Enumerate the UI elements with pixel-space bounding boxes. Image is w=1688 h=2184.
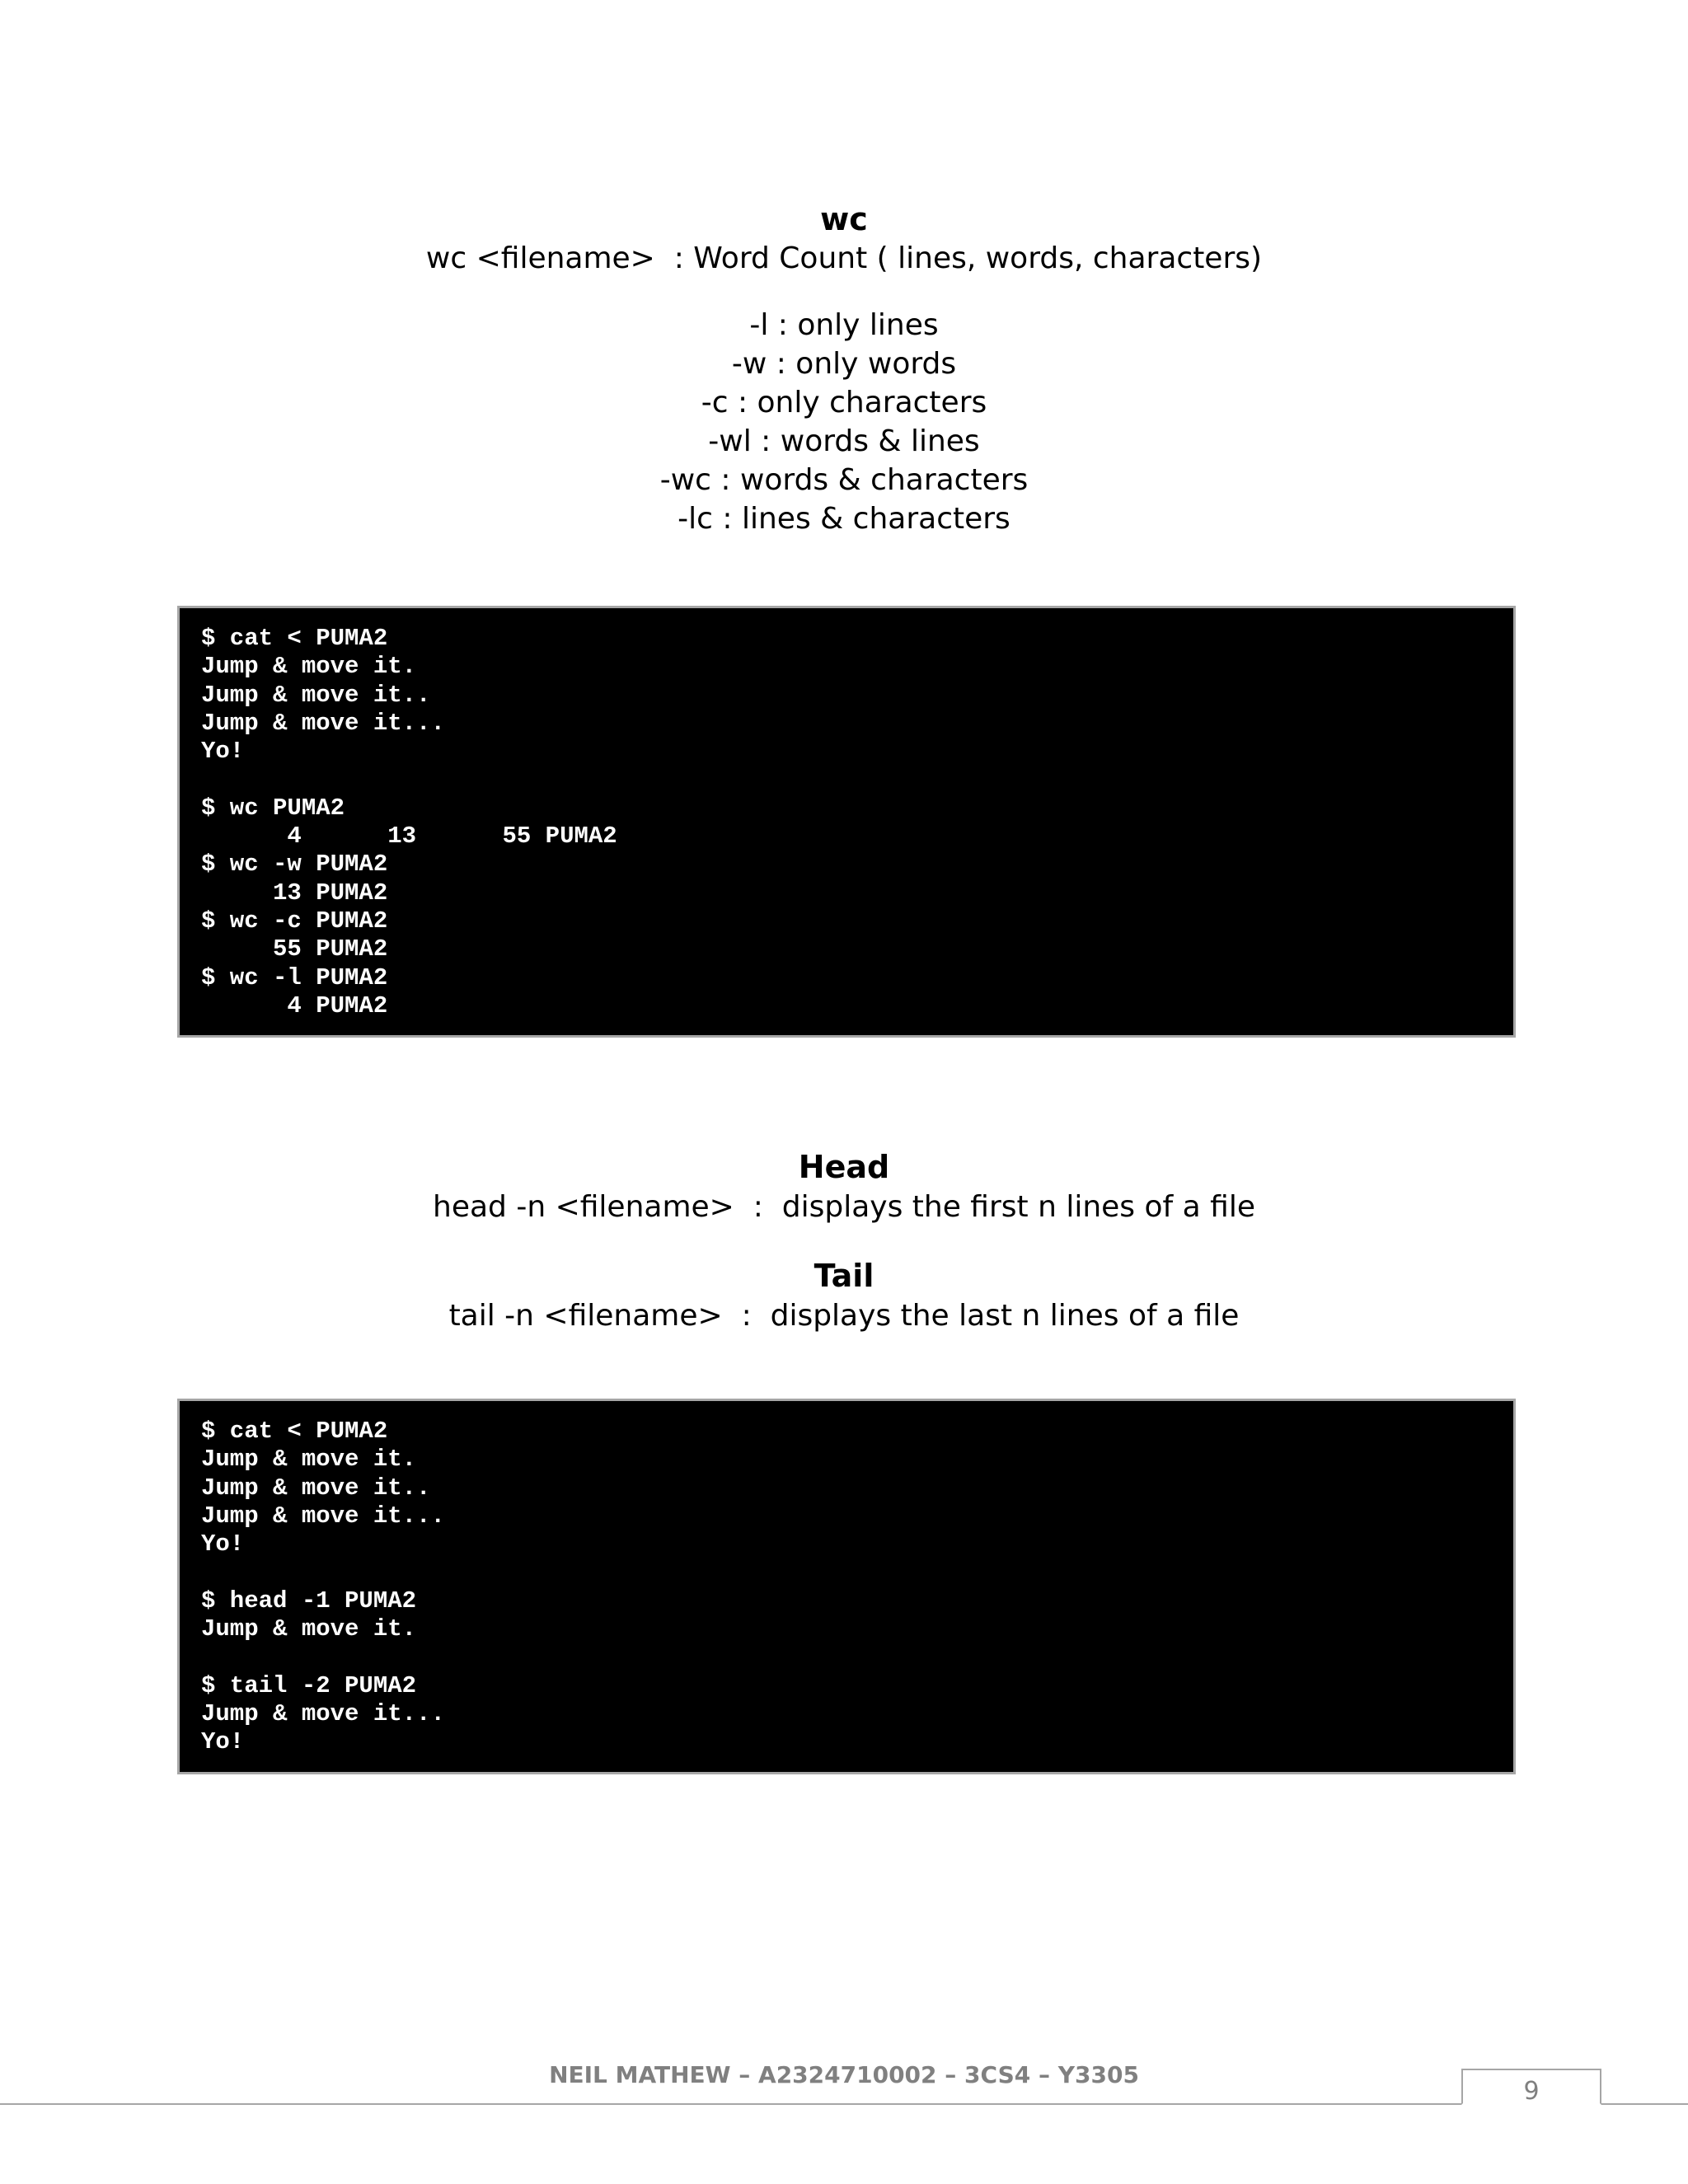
wc-option-l: -l : only lines bbox=[749, 308, 939, 342]
head-syntax: head -n <filename> : displays the first n lines of a file bbox=[433, 1190, 1255, 1224]
tail-heading: Tail bbox=[814, 1258, 874, 1294]
terminal-line: Jump & move it. bbox=[201, 1446, 417, 1474]
head-heading: Head bbox=[798, 1149, 890, 1185]
terminal-wc-example bbox=[177, 606, 1516, 1038]
wc-option-wl: -wl : words & lines bbox=[708, 424, 980, 458]
terminal-line: Yo! bbox=[201, 1728, 245, 1756]
page-number: 9 bbox=[1523, 2077, 1540, 2106]
wc-option-c: -c : only characters bbox=[701, 386, 987, 419]
terminal-line: 4 13 55 PUMA2 bbox=[201, 823, 617, 851]
terminal-line: 4 PUMA2 bbox=[201, 991, 388, 1019]
terminal-line: $ wc -w PUMA2 bbox=[201, 851, 388, 879]
terminal-line: Jump & move it... bbox=[201, 1502, 445, 1530]
terminal-line: $ cat < PUMA2 bbox=[201, 1418, 388, 1445]
wc-option-lc: -lc : lines & characters bbox=[678, 502, 1010, 536]
wc-options-list bbox=[0, 306, 1688, 538]
terminal-line: Yo! bbox=[201, 1530, 245, 1558]
wc-option-wc: -wc : words & characters bbox=[659, 463, 1029, 497]
footer-author: NEIL MATHEW – A2324710002 – 3CS4 – Y3305 bbox=[549, 2061, 1139, 2088]
terminal-line: $ head -1 PUMA2 bbox=[201, 1586, 417, 1615]
terminal-line: $ wc PUMA2 bbox=[201, 794, 345, 822]
terminal-wc-output bbox=[201, 625, 1513, 1020]
terminal-line: 13 PUMA2 bbox=[201, 879, 388, 907]
wc-heading: wc bbox=[820, 201, 868, 237]
terminal-line: Jump & move it. bbox=[201, 653, 417, 681]
terminal-head-tail-output bbox=[201, 1418, 1513, 1757]
wc-option-w: -w : only words bbox=[731, 347, 957, 381]
terminal-line: Jump & move it. bbox=[201, 1615, 417, 1643]
terminal-line: Jump & move it.. bbox=[201, 681, 431, 709]
terminal-line: $ cat < PUMA2 bbox=[201, 625, 388, 652]
terminal-line: Jump & move it... bbox=[201, 709, 445, 737]
terminal-line: $ wc -l PUMA2 bbox=[201, 963, 388, 991]
terminal-line: Jump & move it... bbox=[201, 1699, 445, 1727]
terminal-line: Jump & move it.. bbox=[201, 1474, 431, 1502]
tail-syntax: tail -n <filename> : displays the last n lines of a file bbox=[448, 1299, 1240, 1333]
terminal-line: Yo! bbox=[201, 738, 245, 766]
terminal-line: 55 PUMA2 bbox=[201, 935, 388, 963]
wc-syntax: wc <filename> : Word Count ( lines, words, characters) bbox=[425, 241, 1263, 275]
footer-divider bbox=[0, 2103, 1688, 2105]
terminal-line: $ tail -2 PUMA2 bbox=[201, 1671, 417, 1699]
terminal-head-tail-example bbox=[177, 1399, 1516, 1774]
terminal-line: $ wc -c PUMA2 bbox=[201, 907, 388, 935]
